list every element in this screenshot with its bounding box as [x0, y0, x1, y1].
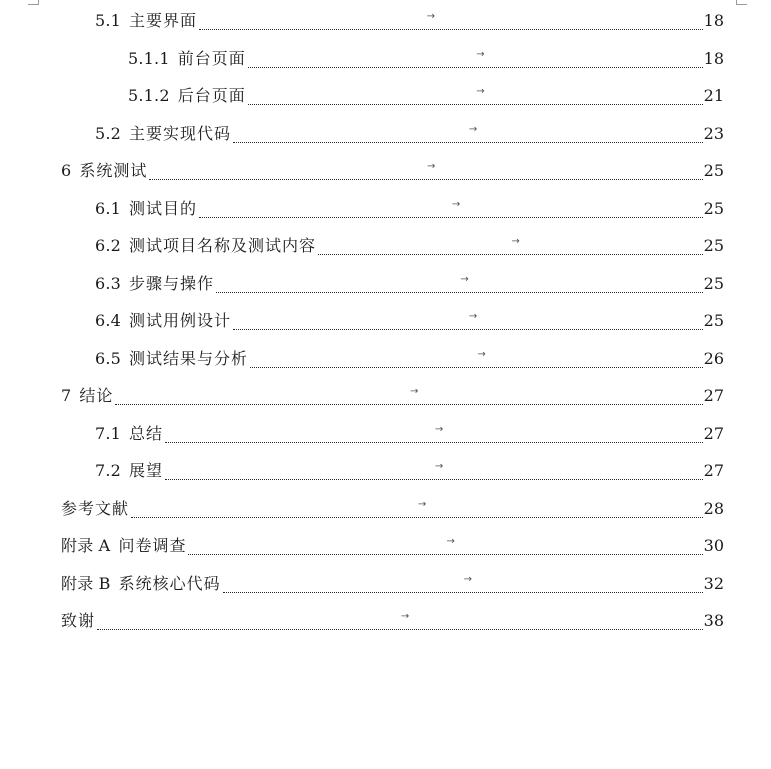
toc-entry-title: 测试用例设计	[129, 311, 232, 330]
dot-leader	[199, 10, 703, 30]
toc-entry-page-number: 38	[703, 611, 724, 630]
toc-entry-page-number: 25	[703, 161, 724, 180]
toc-entry[interactable]	[128, 44, 724, 74]
toc-entry-page-number: 27	[703, 386, 724, 405]
tab-arrow-icon: →	[400, 610, 410, 622]
toc-entry-number: 6.5	[95, 349, 122, 368]
toc-entry[interactable]	[95, 344, 724, 374]
toc-entry[interactable]	[95, 119, 724, 149]
toc-entry[interactable]	[61, 381, 724, 411]
toc-entry-page-number: 32	[703, 574, 724, 593]
toc-entry-page-number: 26	[703, 349, 724, 368]
toc-entry[interactable]	[95, 306, 724, 336]
tab-arrow-icon: →	[511, 235, 520, 247]
toc-entry[interactable]	[95, 6, 724, 36]
toc-entry-number: 7	[61, 386, 72, 405]
page-corner-mark-left	[28, 0, 39, 5]
dot-leader	[165, 460, 703, 480]
tab-arrow-icon: →	[434, 460, 444, 472]
toc-entry-title: 后台页面	[177, 86, 246, 105]
toc-entry[interactable]	[95, 269, 724, 299]
tab-arrow-icon: →	[410, 385, 419, 397]
toc-entry-number: 5.1.1	[128, 49, 170, 68]
toc-entry-title: 问卷调查	[118, 536, 187, 555]
toc-entry-title: 展望	[129, 461, 164, 480]
toc-entry-title: 步骤与操作	[129, 274, 215, 293]
dot-leader	[188, 535, 702, 555]
tab-arrow-icon: →	[468, 310, 478, 322]
toc-entry-number: 6.4	[95, 311, 122, 330]
toc-entry[interactable]	[95, 419, 724, 449]
dot-leader	[97, 610, 703, 630]
toc-entry[interactable]	[61, 569, 724, 599]
tab-arrow-icon: →	[446, 535, 455, 547]
toc-entry-title: 测试项目名称及测试内容	[129, 236, 317, 255]
toc-entry-title: 前台页面	[177, 49, 246, 68]
toc-entry-number: 7.1	[95, 424, 122, 443]
toc-entry-title: 参考文献	[61, 499, 130, 518]
toc-entry-number: 6.3	[95, 274, 122, 293]
toc-entry[interactable]	[61, 156, 724, 186]
dot-leader	[248, 48, 703, 68]
tab-arrow-icon: →	[463, 573, 473, 585]
toc-entry-page-number: 25	[703, 236, 724, 255]
toc-entry-page-number: 23	[703, 124, 724, 143]
toc-entry[interactable]	[95, 194, 724, 224]
dot-leader	[318, 235, 703, 255]
dot-leader	[223, 573, 703, 593]
tab-arrow-icon: →	[426, 10, 436, 22]
toc-entry-page-number: 27	[703, 461, 724, 480]
dot-leader	[199, 198, 703, 218]
tab-arrow-icon: →	[460, 273, 469, 285]
toc-entry-title: 系统核心代码	[118, 574, 221, 593]
toc-entry-page-number: 18	[703, 11, 724, 30]
tab-arrow-icon: →	[451, 198, 461, 210]
toc-entry-title: 致谢	[61, 611, 96, 630]
tab-arrow-icon: →	[468, 123, 478, 135]
toc-entry-page-number: 25	[703, 274, 724, 293]
toc-entry-number: 5.1.2	[128, 86, 170, 105]
toc-entry-title: 系统测试	[79, 161, 148, 180]
toc-entry-title: 主要实现代码	[129, 124, 232, 143]
toc-entry-page-number: 18	[703, 49, 724, 68]
toc-entry[interactable]	[61, 531, 724, 561]
dot-leader	[131, 498, 703, 518]
tab-arrow-icon: →	[477, 348, 486, 360]
toc-entry-number: 附录 A	[61, 536, 111, 555]
tab-arrow-icon: →	[427, 160, 436, 172]
toc-entry[interactable]	[95, 231, 724, 261]
toc-entry-number: 6	[61, 161, 72, 180]
tab-arrow-icon: →	[476, 85, 485, 97]
toc-entry-number: 5.2	[95, 124, 122, 143]
toc-entry[interactable]	[128, 81, 724, 111]
toc-entry-title: 主要界面	[129, 11, 198, 30]
toc-entry[interactable]	[61, 606, 724, 636]
dot-leader	[165, 423, 703, 443]
toc-entry-number: 6.2	[95, 236, 122, 255]
dot-leader	[233, 123, 703, 143]
toc-entry-title: 结论	[79, 386, 114, 405]
toc-entry-title: 总结	[129, 424, 164, 443]
toc-entry-number: 5.1	[95, 11, 122, 30]
toc-entry-title: 测试目的	[129, 199, 198, 218]
toc-entry-page-number: 30	[703, 536, 724, 555]
toc-entry-number: 6.1	[95, 199, 122, 218]
dot-leader	[149, 160, 702, 180]
dot-leader	[115, 385, 702, 405]
dot-leader	[250, 348, 703, 368]
dot-leader	[233, 310, 703, 330]
toc-entry-number: 附录 B	[61, 574, 111, 593]
toc-entry-page-number: 28	[703, 499, 724, 518]
toc-entry-number: 7.2	[95, 461, 122, 480]
toc-entry-page-number: 25	[703, 311, 724, 330]
toc-entry[interactable]	[61, 494, 724, 524]
dot-leader	[248, 85, 703, 105]
tab-arrow-icon: →	[417, 498, 427, 510]
toc-entry-page-number: 25	[703, 199, 724, 218]
toc-entry-page-number: 27	[703, 424, 724, 443]
tab-arrow-icon: →	[476, 48, 485, 60]
page-corner-mark-right	[736, 0, 747, 5]
dot-leader	[216, 273, 703, 293]
toc-entry-page-number: 21	[703, 86, 724, 105]
tab-arrow-icon: →	[434, 423, 444, 435]
toc-entry-title: 测试结果与分析	[129, 349, 249, 368]
toc-entry[interactable]	[95, 456, 724, 486]
